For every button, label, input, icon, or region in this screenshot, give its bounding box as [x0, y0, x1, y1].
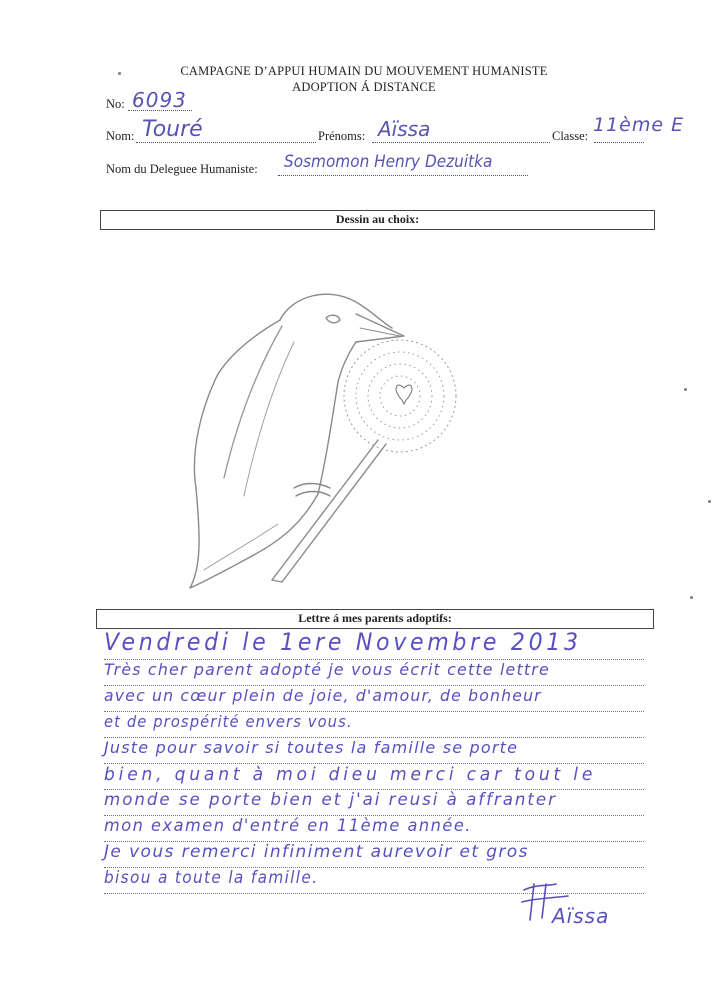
flower-head	[344, 340, 456, 452]
letter-line: mon examen d'entré en 11ème année.	[104, 816, 472, 836]
scan-speck	[708, 500, 711, 503]
scan-speck	[690, 596, 693, 599]
number-label: No:	[106, 97, 125, 111]
bird-tail	[190, 488, 318, 588]
delegate-label: Nom du Deleguee Humaniste:	[106, 162, 258, 176]
letter-section-title: Lettre á mes parents adoptifs:	[298, 611, 452, 625]
signature-name: Aïssa	[552, 904, 610, 928]
delegate-dotted-line	[278, 175, 528, 176]
letter-line-date: Vendredi le 1ere Novembre 2013	[104, 628, 582, 656]
letter-line: et de prospérité envers vous.	[104, 712, 353, 731]
first-name-label: Prénoms:	[318, 129, 366, 143]
last-name-value: Touré	[142, 117, 203, 142]
letter-line: monde se porte bien et j'ai reusi à affranter	[104, 790, 557, 810]
letter-line: avec un cœur plein de joie, d'amour, de bonheur	[104, 686, 542, 705]
number-value: 6093	[132, 88, 187, 112]
letter-line: Juste pour savoir si toutes la famille se porte	[104, 738, 519, 757]
bird-eye	[326, 315, 340, 323]
last-name-label: Nom:	[106, 129, 135, 143]
campaign-title: CAMPAGNE D’APPUI HUMAIN DU MOUVEMENT HUMANISTE	[180, 64, 548, 78]
drawing-section-box	[100, 210, 655, 230]
heart-shape	[396, 385, 412, 404]
letter-line: Très cher parent adopté je vous écrit cette lettre	[104, 660, 550, 679]
bird-back	[194, 320, 280, 488]
first-name-value: Aïssa	[378, 117, 431, 141]
letter-section-box	[96, 609, 654, 629]
delegate-value: Sosmomon Henry Dezuitka	[284, 152, 493, 172]
class-value: 11ème E	[593, 114, 685, 136]
program-subtitle: ADOPTION Á DISTANCE	[292, 80, 436, 94]
drawing-section-title: Dessin au choix:	[335, 212, 420, 226]
scan-speck	[684, 388, 687, 391]
last-name-dotted-line	[136, 142, 316, 143]
bird-chest	[318, 342, 356, 494]
letter-line: bien, quant à moi dieu merci car tout le	[104, 764, 597, 785]
letter-line: Je vous remerci infiniment aurevoir et gros	[104, 842, 529, 862]
class-label: Classe:	[552, 129, 589, 143]
class-dotted-line	[594, 142, 644, 143]
letter-line: bisou a toute la famille.	[104, 868, 319, 888]
scan-speck	[118, 72, 121, 75]
first-name-dotted-line	[372, 142, 550, 143]
bird-beak	[356, 314, 404, 342]
bird-with-flower-drawing	[160, 270, 480, 610]
